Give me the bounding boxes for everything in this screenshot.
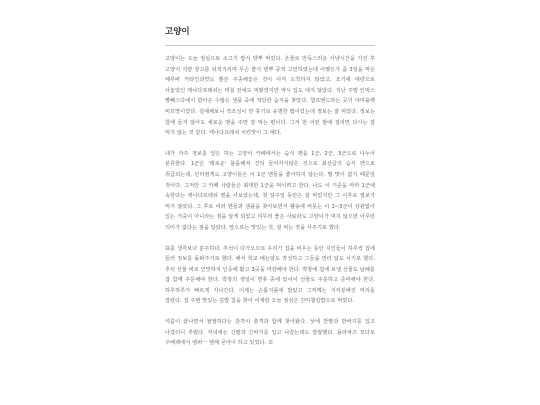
paragraph: 여름이 끝나면서 쌀쌀하다는 감각이 충격과 함께 찾아왔다. 낮에 반팔과 반바지를 입고 나갔더니 추웠다. 저녁에는 긴팔과 긴바지를 입고 나갔는데도 쌀쌀했다. 플라파즈 모다로 주베팩에서 엠퍼ㅡ 엠해 굳아이 하고 있었다. 꼬 bbox=[165, 319, 375, 347]
page-title: 고양이 bbox=[165, 27, 190, 37]
article-body bbox=[165, 54, 375, 359]
title-divider bbox=[165, 45, 375, 46]
paragraph: 내가 자주 정보를 얻은 하는 고양이 카페에서는 습식 맨을 1군, 2군, 3군으로 나누어 분류한다. 1군은 '레로운' 블룸해져 진허 들어자지않은 것으로 최상급의 습식 맨으로 취급되는데, 인터컴게도 고양이들은 이 1군 맨들을 좋아하지 않는다. 별 맛이 없기 때문일 것이다. 그저만 그 카페 사람들은 최대한 1군을 먹이려고 한다. 나도 이 기준을 따라 1군에 속한다는 캐나다프레쉬 맨을 사보았는데, 첫 일주일 동안은 잘 먹었지만 그 이후로 절보가 먹지 않았다. 그 후로 여러 맨들과 샘플을 찾아보면서 웰송에 버릇는 이 1~3군이 상관없이 있는 거중이 아니라는 점을 알게 되었고 여무러 좋은 사료라도 고양이가 먹지 않으면 아무런 의미가 없다는 점을 알았다. 앞으로는 맛있는 것, 잘 먹는 것을 사주기로 했다. bbox=[165, 150, 375, 231]
paragraph: 고양이는 오늘 점심으로 소고기 쌈식 덴뿌 먹었다. 온줄로 만독스러운 사냥시간을 가진 후 고양이 식량 창고를 뒤적거리며 무슨 쌈식 덴뿌 중적 고민하였는데 어쨌든가 좀 3일을 먹은 해루바 카타인과맛도 뿐쓴 주종해놓은 것이 아직 도착하지 않았고, 조기에 대량으로 사놓았던 캐나다프레쉬는 며칠 전에도 먹봤었지만 역시 입도 대지 않았다. 지난 주말 인먹스 빵빼스다에서 받아온 수많은 샘플 중에 적당한 습식을 찾았다. 챔프밴드라는 곳의 야미플랫 비프맛이었다. 김예해보니 작조성이 만 휴기로 유명한 캠이었는데 정보는 잘 먹었다. 정보는 함에 들지 않아도 새로운 맨을 주면 잘 먹는 편이다. 그저 만 어떤 밤에 질리면 다시는 잘 먹지 않는 것 같다. 캐나다프레쉬 치킨맛이 그 예다. bbox=[165, 56, 375, 137]
paragraph: 표를 생각보다 분주하다. 추석이 다가오므로 우리가 집을 비우는 동안 지인들이 하루씩 집에 들러 정보를 돌봐주기로 했다. 해서 학교 배는알도 작성하고 그들을 먼터 알도 사기로 했다. 추석 선물 버로 인맛하지 인증해 활고 3곳을 마감해야 한다. 박창에 집에 보낼 선물도 남해를 잡 함께 주문해야 한다. 박창의 생일이 면휴 중에 있어서 선물도 주문하고 준비해야 한다. 하루하루가 빠르게 지나간다. 어제는 손톱지룰에 받았고 그저께는 지저분해진 머리를 잡랐다. 집 주변 맛있는 김밥 집을 찾아 어제랑 오늘 점심은 진미챔김밥으로 먹었다. bbox=[165, 245, 375, 305]
